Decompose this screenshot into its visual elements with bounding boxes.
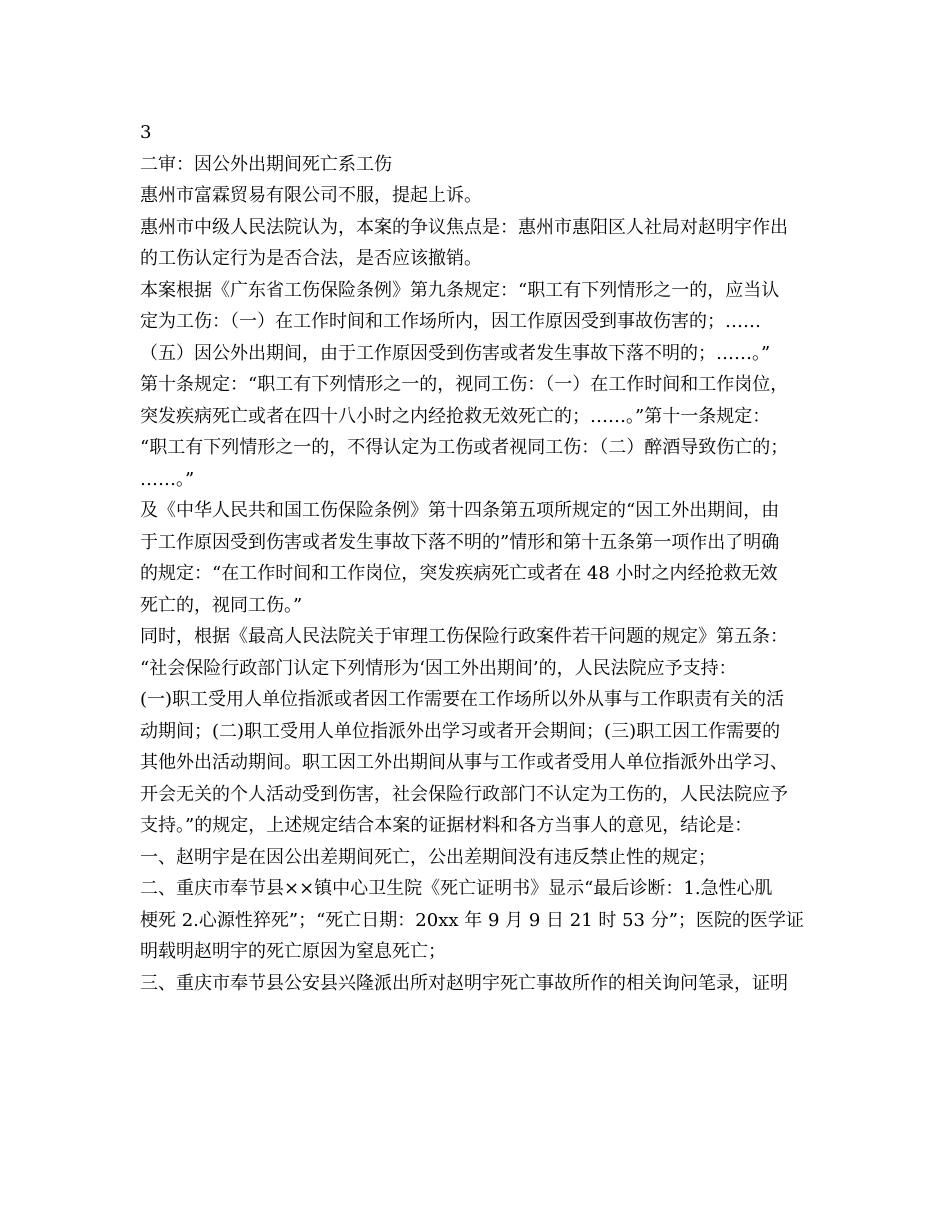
text-line: 其他外出活动期间。职工因工外出期间从事与工作或者受用人单位指派外出学习、 bbox=[140, 752, 788, 773]
page-number: 3 bbox=[140, 122, 152, 143]
text-line: 开会无关的个人活动受到伤害，社会保险行政部门不认定为工伤的，人民法院应予 bbox=[140, 783, 788, 805]
text-line: （五）因公外出期间，由于工作原因受到伤害或者发生事故下落不明的；……。” bbox=[140, 342, 771, 364]
text-line: 同时，根据《最高人民法院关于审理工伤保险行政案件若干问题的规定》第五条： bbox=[140, 626, 788, 647]
text-line: 突发疾病死亡或者在四十八小时之内经抢救无效死亡的；……。”第十一条规定： bbox=[140, 405, 771, 427]
text-line: 死亡的，视同工伤。” bbox=[140, 594, 303, 616]
text-line: 二、重庆市奉节县××镇中心卫生院《死亡证明书》显示“最后诊断：1.急性心肌 bbox=[140, 878, 773, 899]
text-line: 的规定：“在工作时间和工作岗位，突发疾病死亡或者在 48 小时之内经抢救无效 bbox=[140, 563, 778, 584]
text-line: “社会保险行政部门认定下列情形为‘因工外出期间’的，人民法院应予支持： bbox=[140, 657, 737, 679]
text-line: 一、赵明宇是在因公出差期间死亡，公出差期间没有违反禁止性的规定； bbox=[140, 846, 716, 868]
text-line: 明载明赵明宇的死亡原因为窒息死亡； bbox=[140, 941, 446, 962]
text-line: 惠州市中级人民法院认为，本案的争议焦点是：惠州市惠阳区人社局对赵明宇作出 bbox=[140, 216, 788, 238]
text-line: 定为工伤：（一）在工作时间和工作场所内，因工作原因受到事故伤害的；…… bbox=[140, 311, 761, 332]
text-line: 动期间；(二)职工受用人单位指派外出学习或者开会期间；(三)职工因工作需要的 bbox=[140, 720, 781, 742]
text-line: “职工有下列情形之一的，不得认定为工伤或者视同工伤：（二）醉酒导致伤亡的； bbox=[140, 437, 789, 458]
text-line: (一)职工受用人单位指派或者因工作需要在工作场所以外从事与工作职责有关的活 bbox=[140, 689, 785, 710]
text-line: 本案根据《广东省工伤保险条例》第九条规定：“职工有下列情形之一的，应当认 bbox=[140, 279, 780, 301]
text-line: 梗死 2.心源性猝死”；“死亡日期：20xx 年 9 月 9 日 21 时 53 分”；医院的医学证 bbox=[140, 909, 804, 931]
text-line: 的工伤认定行为是否合法，是否应该撤销。 bbox=[140, 248, 482, 269]
text-line: 及《中华人民共和国工伤保险条例》第十四条第五项所规定的“因工外出期间，由 bbox=[140, 500, 780, 521]
text-line: 第十条规定：“职工有下列情形之一的，视同工伤：（一）在工作时间和工作岗位， bbox=[140, 374, 789, 395]
text-line: 三、重庆市奉节县公安县兴隆派出所对赵明宇死亡事故所作的相关询问笔录，证明 bbox=[140, 972, 788, 994]
text-line: 于工作原因受到伤害或者发生事故下落不明的”情形和第十五条第一项作出了明确 bbox=[140, 531, 780, 553]
text-line: 支持。”的规定，上述规定结合本案的证据材料和各方当事人的意见，结论是： bbox=[140, 815, 753, 836]
text-line: 惠州市富霖贸易有限公司不服，提起上诉。 bbox=[140, 185, 482, 206]
document-body bbox=[140, 117, 820, 999]
section-heading: 二审：因公外出期间死亡系工伤 bbox=[140, 153, 392, 175]
text-line: ……。” bbox=[140, 468, 195, 490]
